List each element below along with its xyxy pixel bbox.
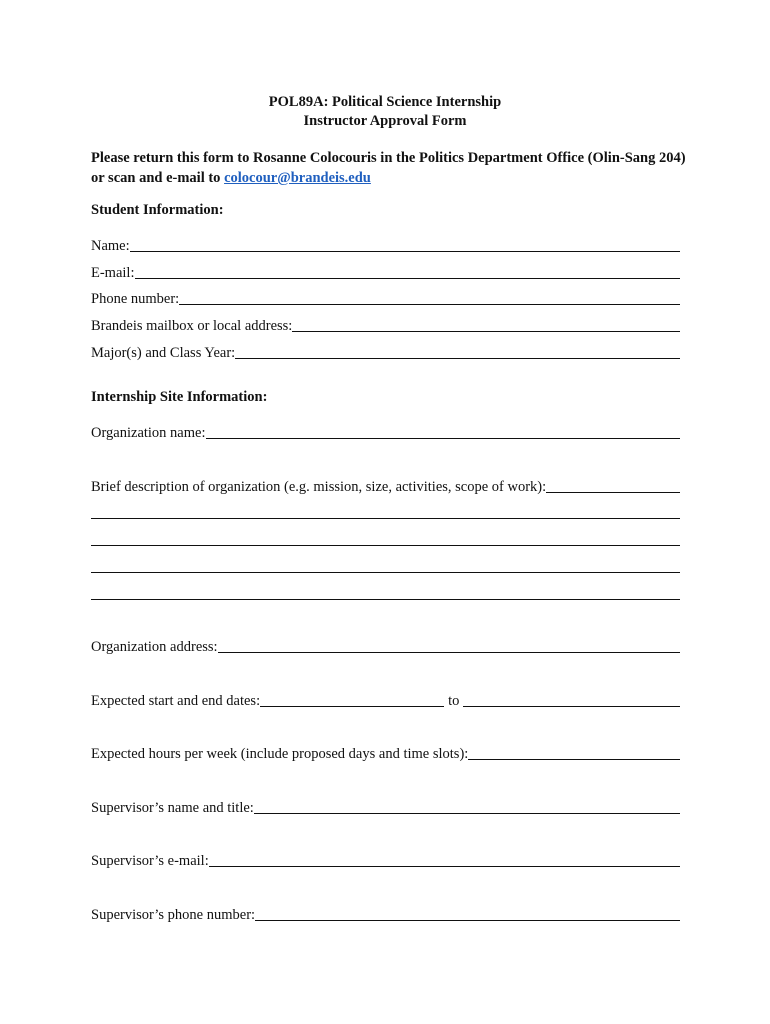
supervisor-phone-field[interactable] (91, 906, 680, 924)
dates-to-label: to (448, 693, 460, 709)
hours-label: Expected hours per week (include proposed days and time slots): (91, 746, 469, 762)
contact-email-link[interactable]: colocour@brandeis.edu (224, 170, 371, 186)
student-phone-line[interactable] (179, 304, 680, 305)
supervisor-email-label: Supervisor’s e-mail: (91, 853, 209, 869)
org-name-label: Organization name: (91, 425, 206, 441)
start-date-line[interactable] (260, 706, 444, 707)
instructions (91, 148, 691, 188)
org-address-label: Organization address: (91, 639, 218, 655)
student-phone-label: Phone number: (91, 291, 180, 307)
student-name-line[interactable] (130, 251, 680, 252)
student-email-label: E-mail: (91, 265, 135, 281)
org-address-field[interactable] (91, 638, 680, 656)
org-name-line[interactable] (206, 438, 681, 439)
supervisor-email-field[interactable] (91, 852, 680, 870)
student-address-label: Brandeis mailbox or local address: (91, 318, 293, 334)
student-name-label: Name: (91, 238, 130, 254)
student-email-line[interactable] (135, 278, 681, 279)
student-major-label: Major(s) and Class Year: (91, 345, 236, 361)
org-description-line[interactable] (546, 492, 680, 493)
supervisor-phone-label: Supervisor’s phone number: (91, 907, 256, 923)
org-description-line-4[interactable] (91, 572, 680, 573)
org-description-label: Brief description of organization (e.g. mission, size, activities, scope of work): (91, 479, 547, 495)
org-address-line[interactable] (218, 652, 680, 653)
hours-field[interactable] (91, 745, 680, 763)
org-description-line-3[interactable] (91, 545, 680, 546)
student-phone-field[interactable] (91, 290, 680, 308)
student-name-field[interactable] (91, 237, 680, 255)
supervisor-name-label: Supervisor’s name and title: (91, 800, 254, 816)
form-title-line1: POL89A: Political Science Internship (268, 94, 502, 110)
org-description-line-2[interactable] (91, 518, 680, 519)
supervisor-email-line[interactable] (209, 866, 680, 867)
supervisor-name-field[interactable] (91, 799, 680, 817)
supervisor-phone-line[interactable] (255, 920, 680, 921)
student-address-line[interactable] (292, 331, 680, 332)
dates-field[interactable] (91, 692, 680, 710)
student-major-line[interactable] (235, 358, 680, 359)
org-description-field[interactable] (91, 478, 680, 496)
instructions-text: Please return this form to Rosanne Colocouris in the Politics Department Office (Olin-Sang 204) or scan and e-mail to (91, 150, 686, 186)
hours-line[interactable] (468, 759, 680, 760)
student-info-heading: Student Information: (91, 202, 224, 218)
org-description-line-5[interactable] (91, 599, 680, 600)
student-email-field[interactable] (91, 264, 680, 282)
supervisor-name-line[interactable] (254, 813, 680, 814)
end-date-line[interactable] (463, 706, 680, 707)
student-address-field[interactable] (91, 317, 680, 335)
dates-label: Expected start and end dates: (91, 693, 261, 709)
student-major-field[interactable] (91, 344, 680, 362)
site-info-heading: Internship Site Information: (91, 389, 268, 405)
org-name-field[interactable] (91, 424, 680, 442)
form-title-line2: Instructor Approval Form (303, 113, 467, 129)
